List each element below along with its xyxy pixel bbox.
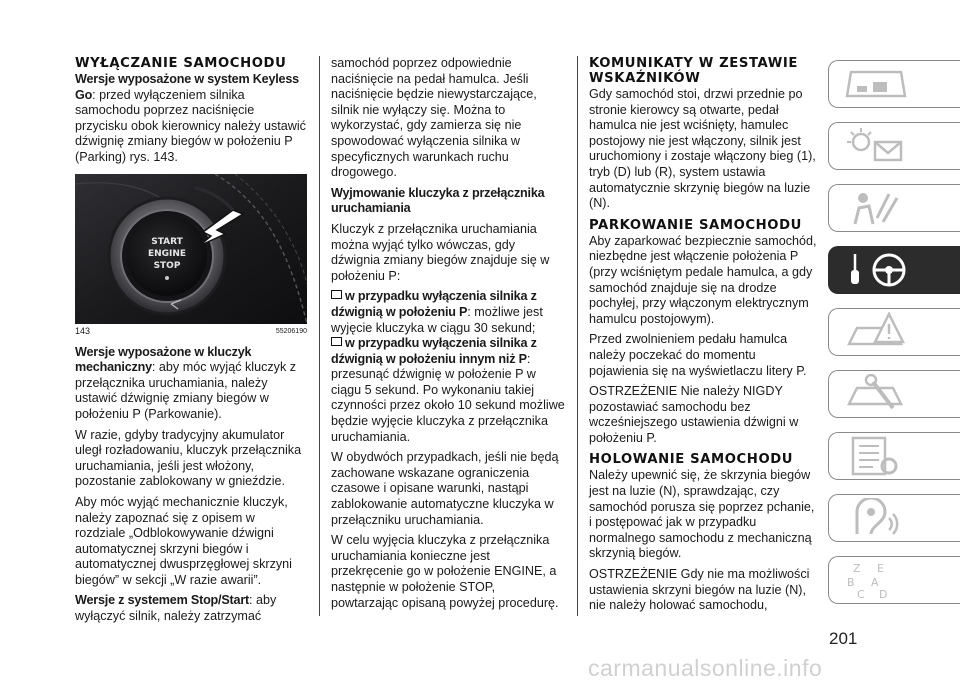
- mechanical-key-lead: Wersje wyposażone w kluczyk mechaniczny: [75, 344, 252, 375]
- paragraph-keyless: [75, 72, 307, 166]
- maintenance-icon: [843, 374, 923, 414]
- svg-text:Z: Z: [853, 562, 861, 575]
- page-number: 201: [829, 629, 858, 648]
- tab-safety[interactable]: [828, 184, 960, 232]
- warning-lights-icon: [843, 126, 923, 166]
- tab-warning-lights[interactable]: [828, 122, 960, 170]
- paragraph-unlock-reference: Aby móc wyjąć mechanicznie kluczyk, należy zapoznać się z opisem w rozdziale „Odblokowywanie dźwigni automatycznej skrzyni biegów i automatycznej dwusprzęgłowej skrzyni biegów” w sekcji „W razie awarii”.: [75, 494, 292, 587]
- paragraph-towing: Należy upewnić się, że skrzynia biegów jest na luzie (N), sprawdzając, czy samochód porusza się poprzez pchanie, i postępować jak w przypadku normalnego samochodu z mechaniczną skrzynią biegów.: [589, 468, 815, 561]
- paragraph-key-removal-intro: Kluczyk z przełącznika uruchamiania można wyjąć tylko wówczas, gdy dźwignia zmiany biegów znajduje się w położeniu P:: [331, 221, 550, 283]
- button-label-line1: START: [151, 236, 183, 247]
- figure-number: 143: [75, 325, 91, 336]
- tab-dashboard[interactable]: [828, 60, 960, 108]
- section-heading-parking: PARKOWANIE SAMOCHODU: [589, 217, 802, 233]
- paragraph-stop-start: [75, 593, 307, 624]
- tab-multimedia[interactable]: [828, 494, 960, 542]
- tab-starting-driving[interactable]: [828, 246, 960, 294]
- column-divider-1: [319, 56, 320, 616]
- figure-code: 55206190: [275, 327, 307, 335]
- svg-text:D: D: [879, 588, 888, 600]
- emergency-icon: [843, 312, 923, 352]
- list-item-2-text: : przesunąć dźwignię w położenie P w ciągu 5 sekund. Po wykonaniu takiej czynności przez około 10 sekund możliwe będzie wyjęcie kluczyka z przełącznika uruchamiania.: [331, 351, 565, 444]
- column-right: [589, 56, 817, 619]
- svg-text:E: E: [877, 562, 884, 575]
- button-indicator-icon: [165, 276, 169, 280]
- svg-text:B: B: [847, 576, 855, 589]
- keyless-text: : przed wyłączeniem silnika samochodu poprzez naciśnięcie przycisku obok kierownicy należy ustawić dźwignię zmiany biegów w położeniu P (Parking) rys. 143.: [75, 87, 306, 164]
- watermark-text: carmanualsonline.info: [588, 655, 823, 681]
- paragraph-parking: Aby zaparkować bezpiecznie samochód, niezbędne jest włączenie położenia P (przy wciśniętym pedale hamulca, a gdy samochód znajduje się na drodze pochyłej, przy włączonym elektrycznym hamulcu postojowym).: [589, 233, 817, 326]
- list-item-p-position: [331, 289, 565, 336]
- list-item-1-text: : możliwe jest wyjęcie kluczyka w ciągu 30 sekund;: [331, 304, 543, 335]
- mechanical-key-text: : aby móc wyjąć kluczyk z przełącznika uruchamiania, należy ustawić dźwignię zmiany biegów w położeniu P (Parkowanie).: [75, 360, 297, 421]
- paragraph-auto-lock: W obydwóch przypadkach, jeśli nie będą zachowane wskazane ograniczenia czasowe i opisane warunki, nastąpi zablokowanie automatyczne kluczyka w przełączniku uruchamiania.: [331, 450, 559, 527]
- section-heading-engine-off: WYŁĄCZANIE SAMOCHODU: [75, 56, 287, 71]
- paragraph-engine-stop-procedure: W celu wyjęcia kluczyka z przełącznika uruchamiania konieczne jest przekręcenie go w położenie ENGINE, a następnie w położenie STOP, powtarzając opisaną powyżej procedurę.: [331, 533, 559, 610]
- stop-start-text: : aby wyłączyć silnik, należy zatrzymać: [75, 593, 277, 624]
- figure-caption: [75, 326, 307, 337]
- svg-text:C: C: [857, 588, 865, 600]
- technical-data-icon: [843, 436, 923, 476]
- paragraph-warning-parking: OSTRZEŻENIE Nie należy NIGDY pozostawiać samochodu bez wcześniejszego ustawienia dźwigni w położeniu P.: [589, 384, 799, 445]
- paragraph-mechanical-key: [75, 345, 307, 423]
- dashboard-icon: [843, 64, 923, 104]
- paragraph-neutral-auto: Gdy samochód stoi, drzwi przednie po stronie kierowcy są otwarte, pedał hamulca nie jest wciśnięty, hamulec postojowy nie jest włączony, silnik jest uruchomiony i zostaje włączony bieg (1), tryb (D) lub (R), system ustawia automatycznie skrzynię biegów na luzie (N).: [589, 87, 816, 211]
- keyless-lead: Wersje wyposażone w system Keyless Go: [75, 72, 299, 102]
- tab-emergency[interactable]: [828, 308, 960, 356]
- svg-text:A: A: [871, 576, 879, 589]
- list-item-1-lead: w przypadku wyłączenia silnika z dźwignią w położeniu P: [331, 289, 537, 319]
- subheading-key-removal: Wyjmowanie kluczyka z przełącznika uruchamiania: [331, 185, 545, 216]
- tab-maintenance[interactable]: [828, 370, 960, 418]
- starting-driving-icon: [843, 250, 923, 290]
- list-item-2-lead: w przypadku wyłączenia silnika z dźwignią w położeniu innym niż P: [331, 336, 537, 366]
- paragraph-brake-release: Przed zwolnieniem pedału hamulca należy poczekać do momentu pojawienia się na wyświetlaczu litery P.: [589, 332, 807, 378]
- section-heading-messages: KOMUNIKATY W ZESTAWIE WSKAŹNIKÓW: [589, 56, 798, 86]
- checkbox-bullet-icon: [331, 337, 342, 346]
- paragraph-battery: W razie, gdyby tradycyjny akumulator uległ rozładowaniu, kluczyk przełącznika uruchamiania, jeśli jest włożony, pozostanie zablokowany w gnieździe.: [75, 427, 302, 489]
- tab-index[interactable]: [828, 556, 960, 604]
- column-divider-2: [577, 56, 578, 616]
- column-left: [75, 56, 307, 630]
- paragraph-warning-towing: OSTRZEŻENIE Gdy nie ma możliwości ustawienia skrzyni biegów na luzie (N), nie należy holować samochodu,: [589, 567, 810, 613]
- list-item-other-position: [331, 336, 565, 445]
- column-middle: [331, 56, 565, 616]
- figure-143-start-button-photo: [75, 174, 307, 324]
- checkbox-bullet-icon: [331, 290, 342, 299]
- multimedia-icon: [843, 498, 923, 538]
- section-heading-towing: HOLOWANIE SAMOCHODU: [589, 452, 794, 468]
- index-icon: [843, 560, 923, 600]
- tab-technical-data[interactable]: [828, 432, 960, 480]
- button-label-line3: STOP: [153, 260, 181, 271]
- stop-start-lead: Wersje z systemem Stop/Start: [75, 593, 250, 608]
- paragraph-brake-press: samochód poprzez odpowiednie naciśnięcie na pedał hamulca. Jeśli naciśnięcie będzie niewystarczające, silnik nie wyłączy się. Można to wykorzystać, gdy zamierza się nie spowodować wyłączenia silnika w specyficznych warunkach ruchu drogowego.: [331, 56, 537, 180]
- start-engine-button-image: [75, 174, 307, 324]
- button-label-line2: ENGINE: [147, 248, 187, 259]
- safety-airbag-icon: [843, 188, 923, 228]
